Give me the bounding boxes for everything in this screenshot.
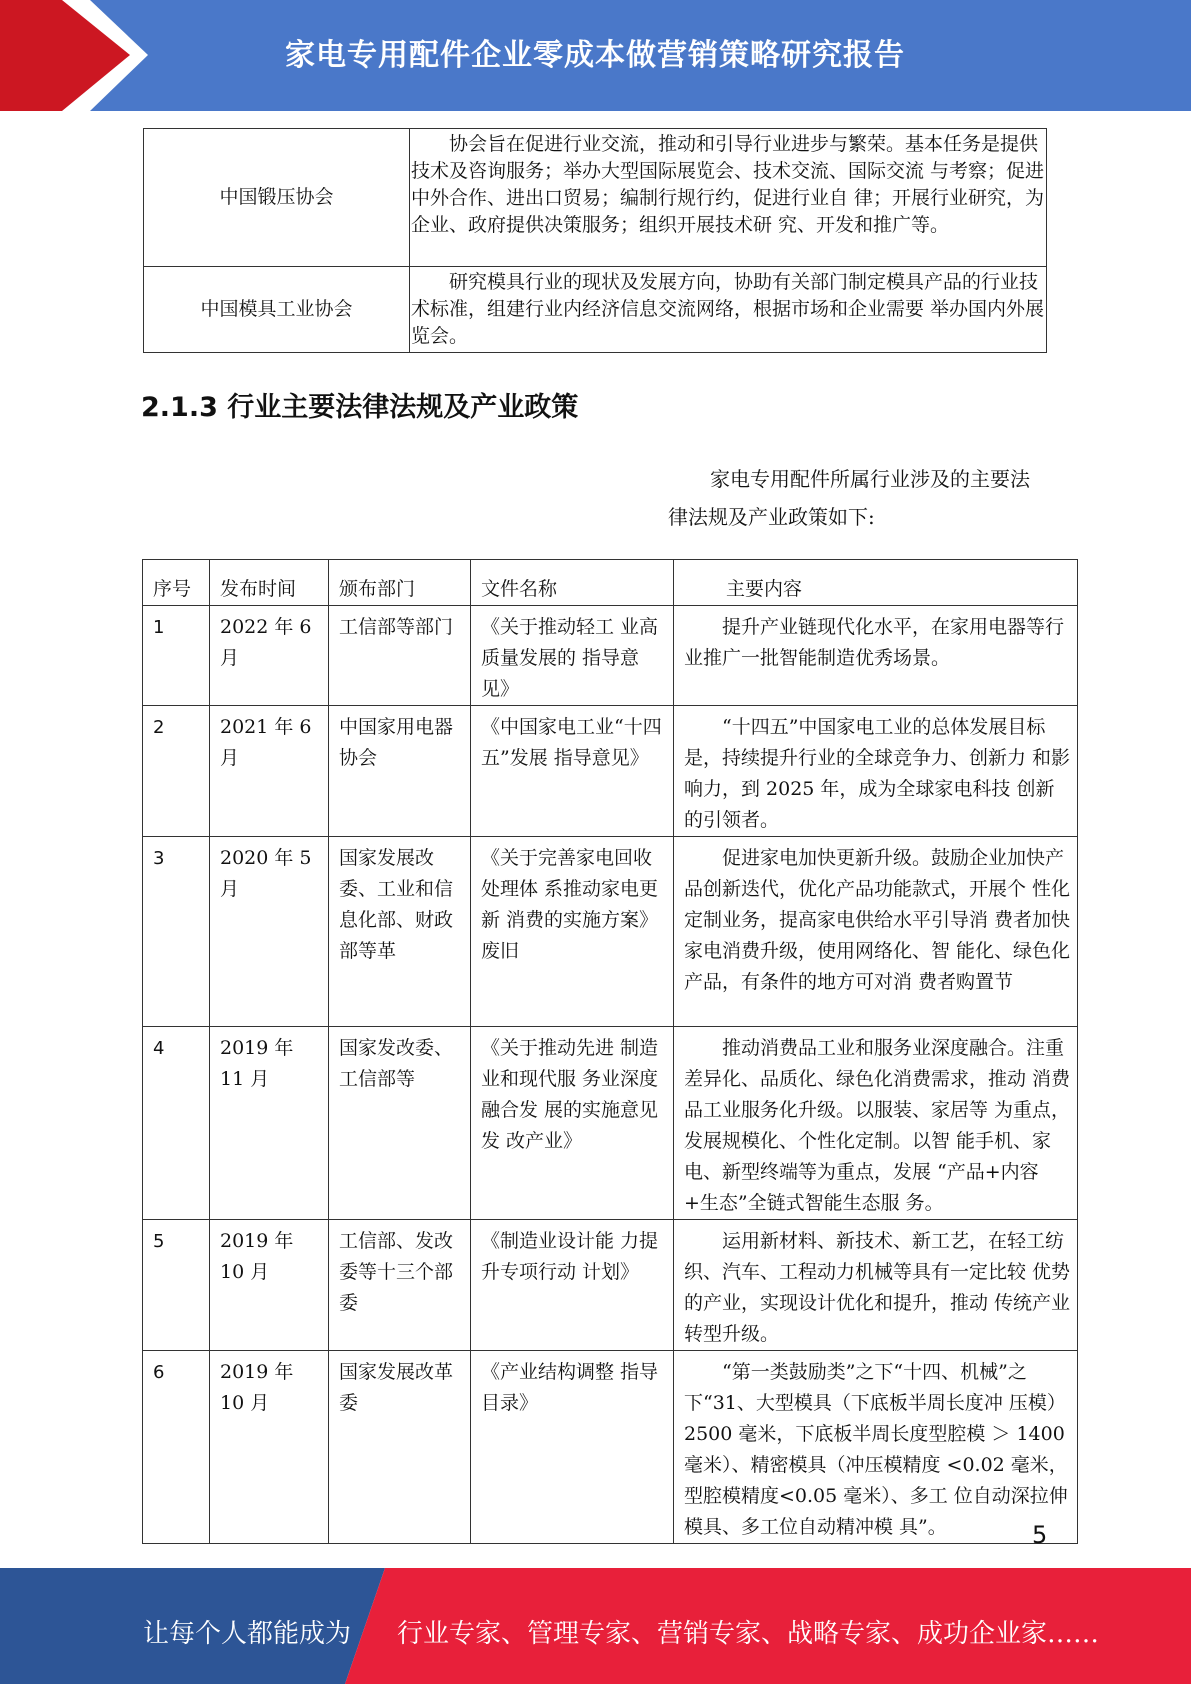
table-row [143, 606, 1078, 706]
association-description: 研究模具行业的现状及发展方向，协助有关部门制定模具产品的行业技术标准，组建行业内经济信息交流网络，根据市场和企业需要 举办国内外展览会。 [410, 267, 1047, 353]
row-date: 2019 年 10 月 [210, 1220, 329, 1351]
page-footer [0, 1568, 1191, 1684]
association-table [143, 128, 1047, 353]
row-file: 《中国家电工业“十四五”发展 指导意见》 [471, 706, 674, 837]
row-content: 提升产业链现代化水平，在家用电器等行 业推广一批智能制造优秀场景。 [674, 606, 1078, 706]
association-name: 中国模具工业协会 [144, 267, 410, 353]
table-header-row [143, 560, 1078, 606]
row-file: 《关于推动先进 制造业和现代服 务业深度融合发 展的实施意见发 改产业》 [471, 1027, 674, 1220]
table-row [143, 837, 1078, 1027]
row-date: 2019 年 11 月 [210, 1027, 329, 1220]
row-date: 2019 年 10 月 [210, 1351, 329, 1544]
row-dept: 中国家用电器协会 [329, 706, 471, 837]
row-number: 2 [143, 706, 210, 837]
column-header-no: 序号 [143, 560, 210, 606]
row-dept: 工信部等部门 [329, 606, 471, 706]
row-number: 6 [143, 1351, 210, 1544]
column-header-date: 发布时间 [210, 560, 329, 606]
row-date: 2021 年 6 月 [210, 706, 329, 837]
row-date: 2022 年 6 月 [210, 606, 329, 706]
column-header-content: 主要内容 [674, 560, 1078, 606]
association-description: 协会旨在促进行业交流，推动和引导行业进步与繁荣。基本任务是提供技术及咨询服务；举办大型国际展览会、技术交流、国际交流 与考察；促进中外合作、进出口贸易；编制行规行约，促进行业自 律；开展行业研究，为企业、政府提供决策服务；组织开展技术研 究、开发和推广等。 [410, 129, 1047, 267]
report-title: 家电专用配件企业零成本做营销策略研究报告 [285, 38, 905, 73]
table-row [143, 1027, 1078, 1220]
table-row [143, 1351, 1078, 1544]
table-row [143, 1220, 1078, 1351]
page-number: 5 [1032, 1521, 1048, 1549]
table-row [143, 706, 1078, 837]
page-header [0, 0, 1191, 111]
row-number: 3 [143, 837, 210, 1027]
row-file: 《制造业设计能 力提升专项行动 计划》 [471, 1220, 674, 1351]
row-content: 运用新材料、新技术、新工艺，在轻工纺 织、汽车、工程动力机械等具有一定比较 优势的产业，实现设计优化和提升，推动 传统产业转型升级。 [674, 1220, 1078, 1351]
row-dept: 国家发改委、工信部等 [329, 1027, 471, 1220]
row-content: 促进家电加快更新升级。鼓励企业加快产品创新迭代，优化产品功能款式，开展个 性化定制业务，提高家电供给水平引导消 费者加快家电消费升级，使用网络化、智 能化、绿色化产品，有条件的地方可对消 费者购置节 [674, 837, 1078, 1027]
row-file: 《关于推动轻工 业高质量发展的 指导意见》 [471, 606, 674, 706]
row-file: 《产业结构调整 指导目录》 [471, 1351, 674, 1544]
row-dept: 国家发展改革委 [329, 1351, 471, 1544]
footer-slogan-left: 让每个人都能成为 [143, 1619, 352, 1649]
row-date: 2020 年 5 月 [210, 837, 329, 1027]
table-row [144, 267, 1047, 353]
column-header-dept: 颁布部门 [329, 560, 471, 606]
row-dept: 国家发展改委、工业和信息化部、财政部等革 [329, 837, 471, 1027]
column-header-file: 文件名称 [471, 560, 674, 606]
row-file: 《关于完善家电回收处理体 系推动家电更新 消费的实施方案》废旧 [471, 837, 674, 1027]
header-chevron-graphic [0, 0, 160, 111]
association-name: 中国锻压协会 [144, 129, 410, 267]
intro-text-line-1: 家电专用配件所属行业涉及的主要法 [710, 467, 1030, 491]
section-heading: 2.1.3 行业主要法律法规及产业政策 [141, 392, 579, 423]
row-number: 5 [143, 1220, 210, 1351]
row-content: “十四五”中国家电工业的总体发展目标 是，持续提升行业的全球竞争力、创新力 和影响力，到 2025 年，成为全球家电科技 创新的引领者。 [674, 706, 1078, 837]
row-dept: 工信部、发改委等十三个部委 [329, 1220, 471, 1351]
row-number: 1 [143, 606, 210, 706]
footer-slogan-right: 行业专家、管理专家、营销专家、战略专家、成功企业家…… [397, 1619, 1100, 1649]
row-content: 推动消费品工业和服务业深度融合。注重 差异化、品质化、绿色化消费需求，推动 消费品工业服务化升级。以服装、家居等 为重点，发展规模化、个性化定制。以智 能手机、家电、新型终端等为重点，发展 “产品+内容+生态”全链式智能生态服 务。 [674, 1027, 1078, 1220]
row-content: “第一类鼓励类”之下“十四、机械”之下“31、大型模具（下底板半周长度冲 压模）2500 毫米，下底板半周长度型腔模 ＞ 1400 毫米）、精密模具（冲压模精度 <0.02 毫米，型腔模精度<0.05 毫米）、多工 位自动深拉伸模具、多工位自动精冲模 具”。 [674, 1351, 1078, 1544]
table-row [144, 129, 1047, 267]
row-number: 4 [143, 1027, 210, 1220]
intro-text-line-2: 律法规及产业政策如下: [668, 505, 875, 529]
policy-table [142, 559, 1078, 1544]
